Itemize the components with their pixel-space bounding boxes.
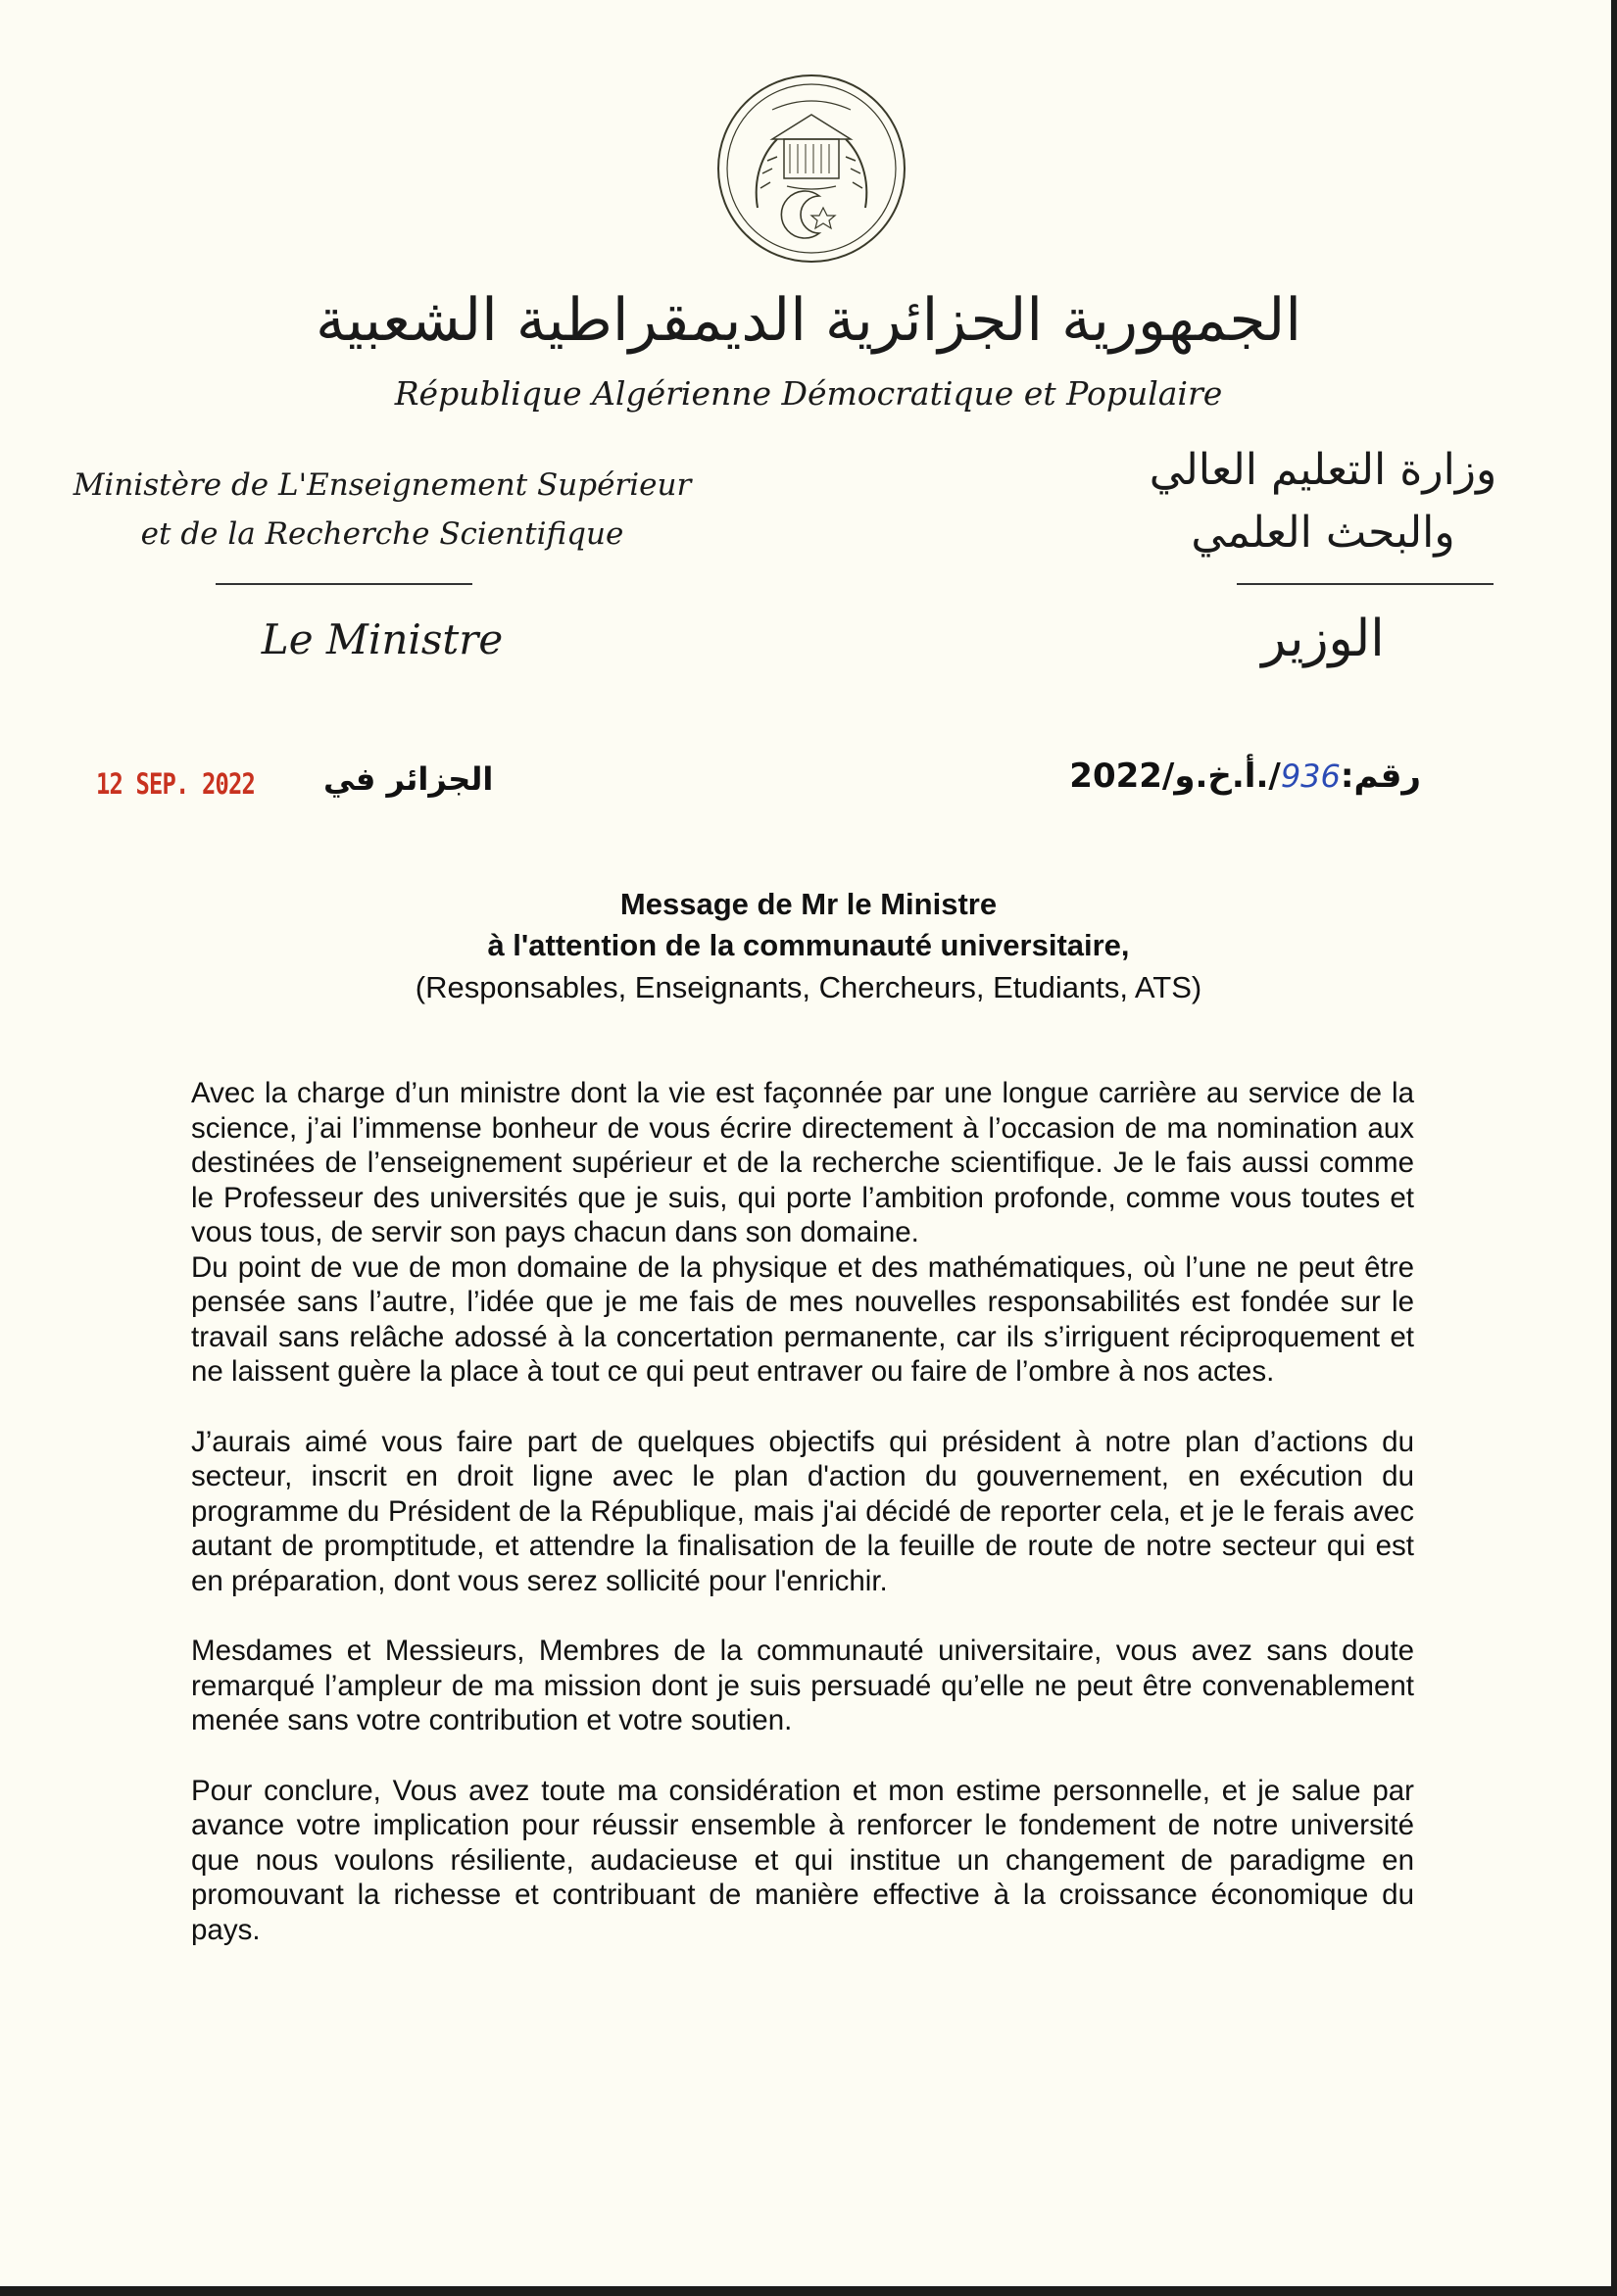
french-ministry-name	[39, 461, 725, 559]
arabic-ministry-line2: والبحث العلمي	[1191, 508, 1455, 558]
heading-line3: (Responsables, Enseignants, Chercheurs, Etudiants, ATS)	[415, 970, 1202, 1004]
french-ministry-line1: Ministère de L'Enseignement Supérieur	[73, 467, 692, 503]
heading-line2: à l'attention de la communauté universitaire,	[487, 928, 1130, 962]
message-heading	[196, 884, 1421, 1009]
reference-number: 936	[1280, 757, 1341, 795]
french-minister-title: Le Ministre	[261, 615, 504, 663]
message-body	[191, 1076, 1414, 1947]
arabic-republic-title: الجمهورية الجزائرية الديمقراطية الشعبية	[316, 286, 1301, 355]
arabic-ministry-line1: وزارة التعليم العالي	[1149, 445, 1497, 495]
french-ministry-line2: et de la Recherche Scientifique	[140, 516, 624, 552]
paragraph-2: Du point de vue de mon domaine de la physique et des mathématiques, où l’une ne peut être pensée sans l’autre, l’idée que je me fais de mes nouvelles responsabilités est fondée sur le travail sans relâche adossé à la concertation permanente, car ils s’irriguent réciproquement et ne laissent guère la place à tout ce qui peut entraver ou faire de l’ombre à nos actes.	[191, 1250, 1414, 1388]
paragraph-5: Pour conclure, Vous avez toute ma considération et mon estime personnelle, et je salue par avance votre implication pour réussir ensemble à renforcer le fondement de notre université que nous voulons résiliente, audacieuse et qui institue un changement de paradigme en promouvant la richesse et contribuant de manière effective à la croissance économique du pays.	[191, 1774, 1414, 1946]
paragraph-1: Avec la charge d’un ministre dont la vie est façonnée par une longue carrière au service de la science, j’ai l’immense bonheur de vous écrire directement à l’occasion de ma nomination aux destinées de l’enseignement supérieur et de la recherche scientifique. Je le fais aussi comme le Professeur des universités que je suis, qui porte l’ambition profonde, comme vous toutes et vous tous, de servir son pays chacun dans son domaine.	[191, 1077, 1414, 1248]
date-stamp: 12 SEP. 2022	[96, 767, 255, 801]
heading-line1: Message de Mr le Ministre	[619, 887, 998, 921]
reference-suffix: /.أ.خ.و/2022	[1069, 757, 1281, 796]
reference-label: رقم:	[1340, 757, 1421, 796]
arabic-place-date-label: الجزائر في	[323, 760, 494, 798]
arabic-ministry-name	[1078, 439, 1568, 564]
paragraph-3: J’aurais aimé vous faire part de quelques objectifs qui président à notre plan d’actions du secteur, inscrit en droit ligne avec le plan d'action du gouvernement, en exécution du programme du Président de la République, mais j'ai décidé de reporter cela, et je le ferais avec autant de promptitude, et attendre la finalisation de la feuille de route de notre secteur qui est en préparation, dont vous serez sollicité pour l'enrichir.	[191, 1425, 1414, 1597]
arabic-divider	[1237, 583, 1494, 585]
paragraph-4: Mesdames et Messieurs, Membres de la communauté universitaire, vous avez sans doute remarqué l’ampleur de ma mission dont je suis persuadé qu’elle ne peut être convenablement menée sans votre contribution et votre soutien.	[191, 1635, 1414, 1736]
national-emblem-icon	[713, 71, 909, 267]
reference-number-line	[1058, 757, 1421, 796]
arabic-minister-title: الوزير	[1261, 610, 1385, 668]
french-divider	[216, 583, 472, 585]
french-republic-title: République Algérienne Démocratique et Populaire	[394, 374, 1223, 413]
